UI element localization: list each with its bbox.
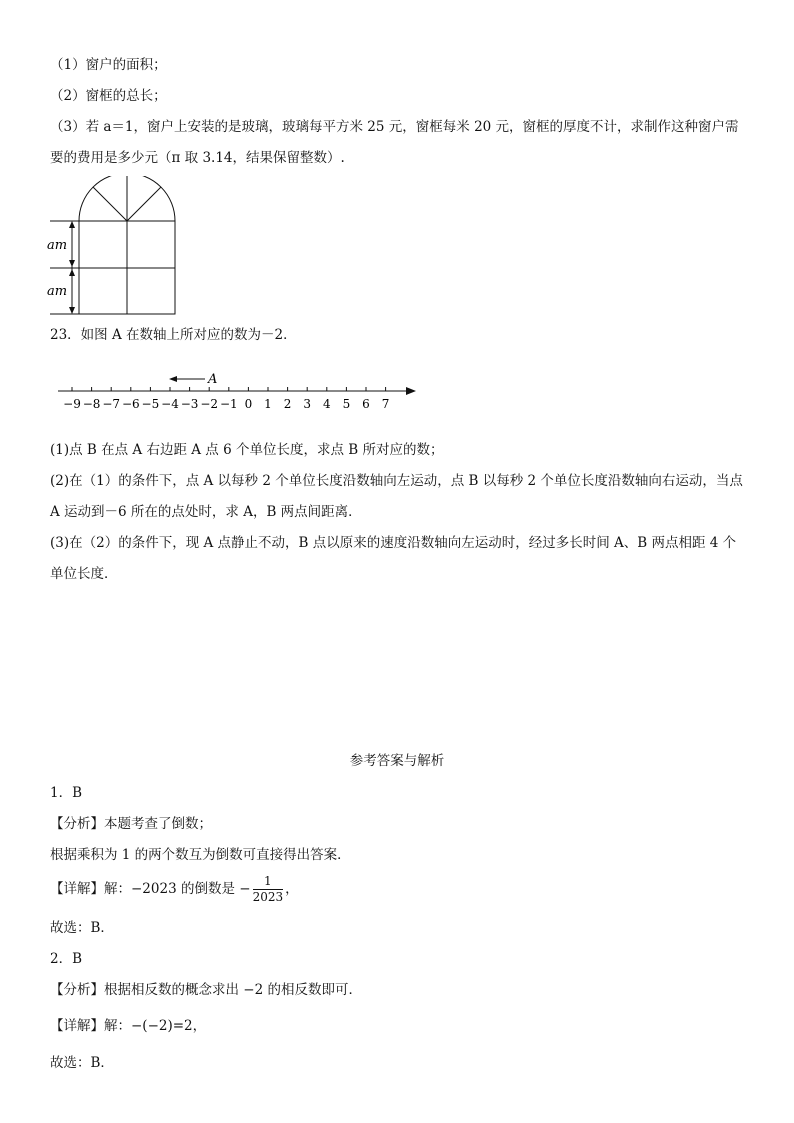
number-line-tick-label: −3 — [180, 397, 199, 411]
number-line-tick-label: −9 — [63, 397, 81, 411]
number-line-arrowhead — [406, 387, 416, 395]
number-line-tick-label: −8 — [82, 397, 101, 411]
answer-2-analysis: 【分析】根据相反数的概念求出 −2 的相反数即可． — [50, 982, 362, 998]
window-spoke-left — [93, 187, 127, 221]
number-line-tick-label: 1 — [264, 397, 272, 411]
dim-arrow-3 — [69, 269, 75, 276]
q22-part1: （1）窗户的面积； — [50, 57, 167, 73]
answer-1-choice: 故选：B． — [50, 920, 114, 936]
number-line-tick-label: −7 — [102, 397, 121, 411]
q23-part2-line2: A 运动到－6 所在的点处时，求 A，B 两点间距离． — [50, 504, 362, 520]
q23-stem: 23．如图 A 在数轴上所对应的数为－2． — [50, 327, 297, 343]
fraction-numerator: 1 — [253, 874, 284, 890]
answer-1-detail-suffix: ， — [285, 881, 299, 897]
number-line-tick-label: 3 — [303, 397, 312, 411]
q23-part2-line1: (2)在（1）的条件下，点 A 以每秒 2 个单位长度沿数轴向左运动，点 B 以每秒 2 个单位长度沿数轴向右运动，当点 — [50, 473, 743, 489]
q22-part3-line1: （3）若 a＝1，窗户上安装的是玻璃，玻璃每平方米 25 元，窗框每米 20 元，窗框的厚度不计，求制作这种窗户需 — [50, 119, 739, 135]
window-label-am-2: am — [47, 284, 68, 299]
answer-2-detail: 【详解】解：−(−2)=2， — [50, 1018, 207, 1034]
window-figure — [44, 176, 184, 316]
answers-heading: 参考答案与解析 — [349, 753, 445, 769]
dim-arrow-4 — [69, 307, 75, 314]
number-line-tick-label: −5 — [141, 397, 160, 411]
q22-part3-line2: 要的费用是多少元（π 取 3.14，结果保留整数）. — [50, 150, 345, 166]
number-line-tick-label: −1 — [219, 397, 238, 411]
answer-1-reason: 根据乘积为 1 的两个数互为倒数可直接得出答案． — [50, 847, 351, 863]
dim-arrow-1 — [69, 221, 75, 228]
fraction-denominator: 2023 — [252, 890, 284, 904]
number-line-tick-label: 2 — [283, 397, 292, 411]
number-line-tick-label: 4 — [322, 397, 331, 411]
answer-1-number: 1．B — [50, 785, 83, 801]
answer-1-detail-prefix: 【详解】解：−2023 的倒数是 − — [50, 881, 251, 897]
number-line-tick-label: −6 — [121, 397, 140, 411]
number-line-tick-label: 7 — [381, 397, 390, 411]
number-line-tick-label: −4 — [161, 397, 179, 411]
answer-1-fraction — [253, 874, 284, 905]
point-a-label: A — [208, 372, 218, 387]
number-line-tick-label: −2 — [200, 397, 219, 411]
window-spoke-right — [127, 187, 161, 221]
number-line — [50, 368, 420, 414]
q22-part2: （2）窗框的总长； — [50, 88, 167, 104]
answer-2-number: 2．B — [50, 951, 83, 967]
q23-part3-line1: (3)在（2）的条件下，现 A 点静止不动，B 点以原来的速度沿数轴向左运动时，经过多长时间 A、B 两点相距 4 个 — [50, 535, 737, 551]
dim-arrow-2 — [69, 260, 75, 267]
answer-1-analysis: 【分析】本题考查了倒数； — [50, 816, 212, 832]
number-line-tick-label: 0 — [244, 397, 253, 411]
window-label-am-1: am — [47, 238, 68, 253]
point-a-arrowhead — [169, 376, 177, 382]
q23-part1: (1)点 B 在点 A 右边距 A 点 6 个单位长度，求点 B 所对应的数； — [50, 442, 444, 458]
number-line-tick-label: 6 — [362, 397, 370, 411]
answer-2-choice: 故选：B． — [50, 1055, 114, 1071]
q23-part3-line2: 单位长度． — [50, 566, 118, 582]
answer-1-detail — [50, 874, 299, 905]
number-line-tick-label: 5 — [342, 397, 351, 411]
